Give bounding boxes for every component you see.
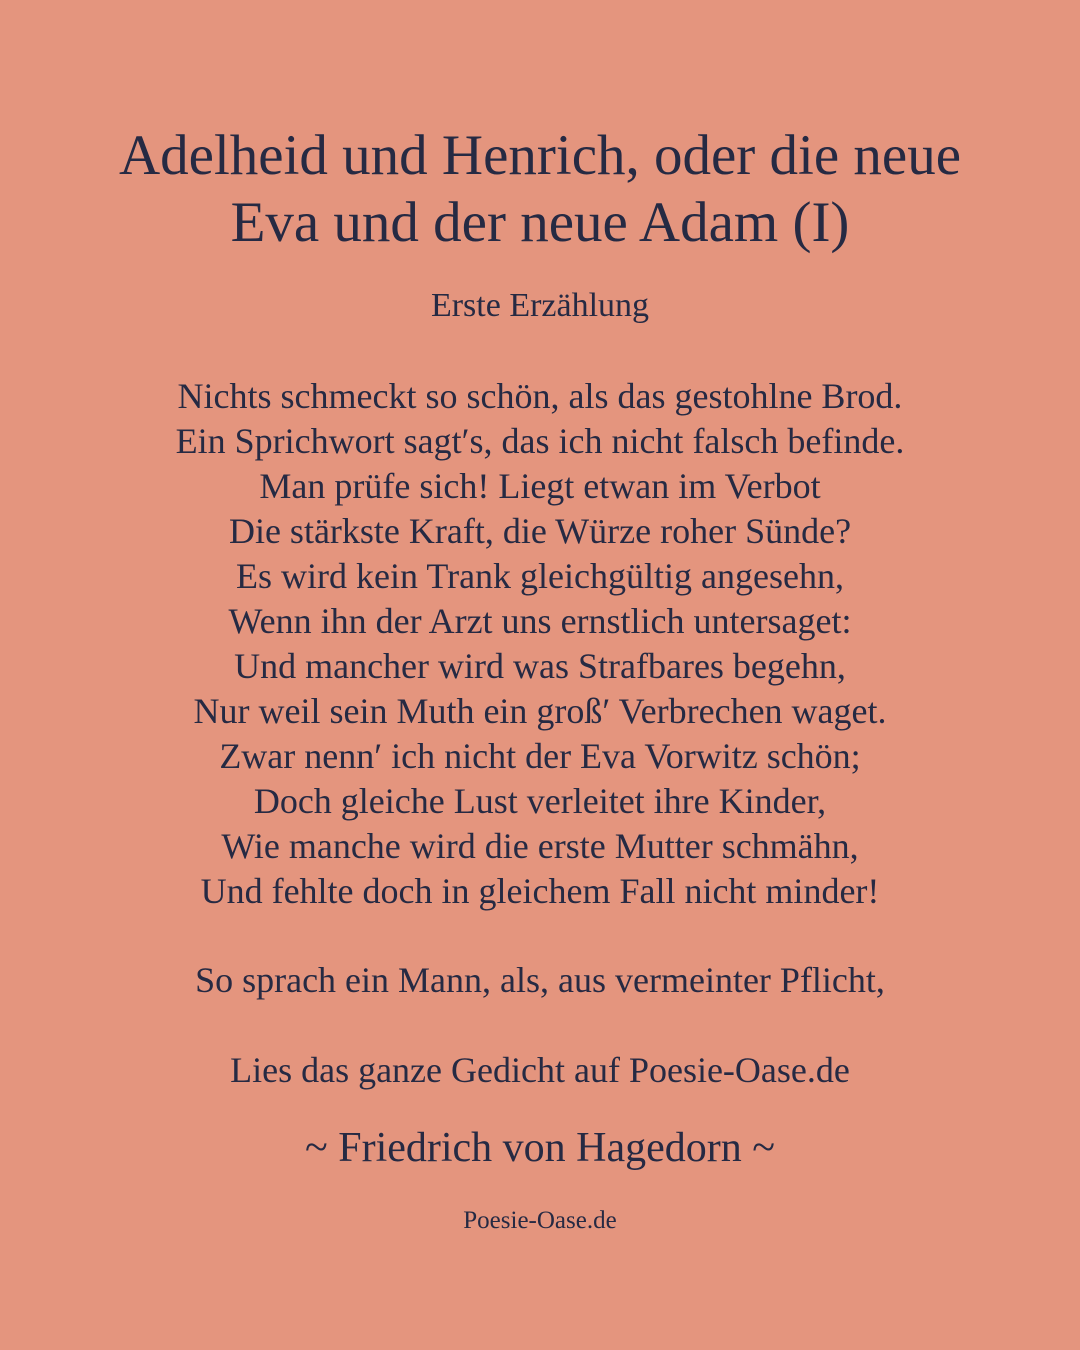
poem-title-line-1: Adelheid und Henrich, oder die neue [118,124,962,187]
verse-line: Die stärkste Kraft, die Würze roher Sünde? [228,511,852,551]
stanza-2 [0,958,1080,1003]
verse-line: So sprach ein Mann, als, aus vermeinter Pflicht, [195,960,885,1000]
site-watermark: Poesie-Oase.de [463,1207,617,1234]
poem-author: ~ Friedrich von Hagedorn ~ [305,1125,775,1171]
verse-line: Ein Sprichwort sagt′s, das ich nicht falsch befinde. [175,421,905,461]
verse-line: Es wird kein Trank gleichgültig angesehn, [236,556,844,596]
verse-line: Nur weil sein Muth ein groß′ Verbrechen waget. [193,691,887,731]
verse-line: Man prüfe sich! Liegt etwan im Verbot [259,466,821,506]
read-full-poem-text: Lies das ganze Gedicht auf Poesie-Oase.de [230,1050,850,1090]
verse-line: Und fehlte doch in gleichem Fall nicht minder! [200,871,880,911]
verse-line: Zwar nenn′ ich nicht der Eva Vorwitz schön; [219,736,861,776]
verse-line: Wie manche wird die erste Mutter schmähn, [221,826,859,866]
poem-subtitle: Erste Erzählung [430,287,650,324]
verse-line: Doch gleiche Lust verleitet ihre Kinder, [253,781,827,821]
verse-line: Nichts schmeckt so schön, als das gestohlne Brod. [177,376,903,416]
verse-line: Und mancher wird was Strafbares begehn, [234,646,846,686]
poem-title [40,122,1040,256]
verse-line: Wenn ihn der Arzt uns ernstlich untersaget: [228,601,852,641]
poem-title-line-2: Eva und der neue Adam (I) [230,191,850,254]
stanza-1 [0,374,1080,914]
